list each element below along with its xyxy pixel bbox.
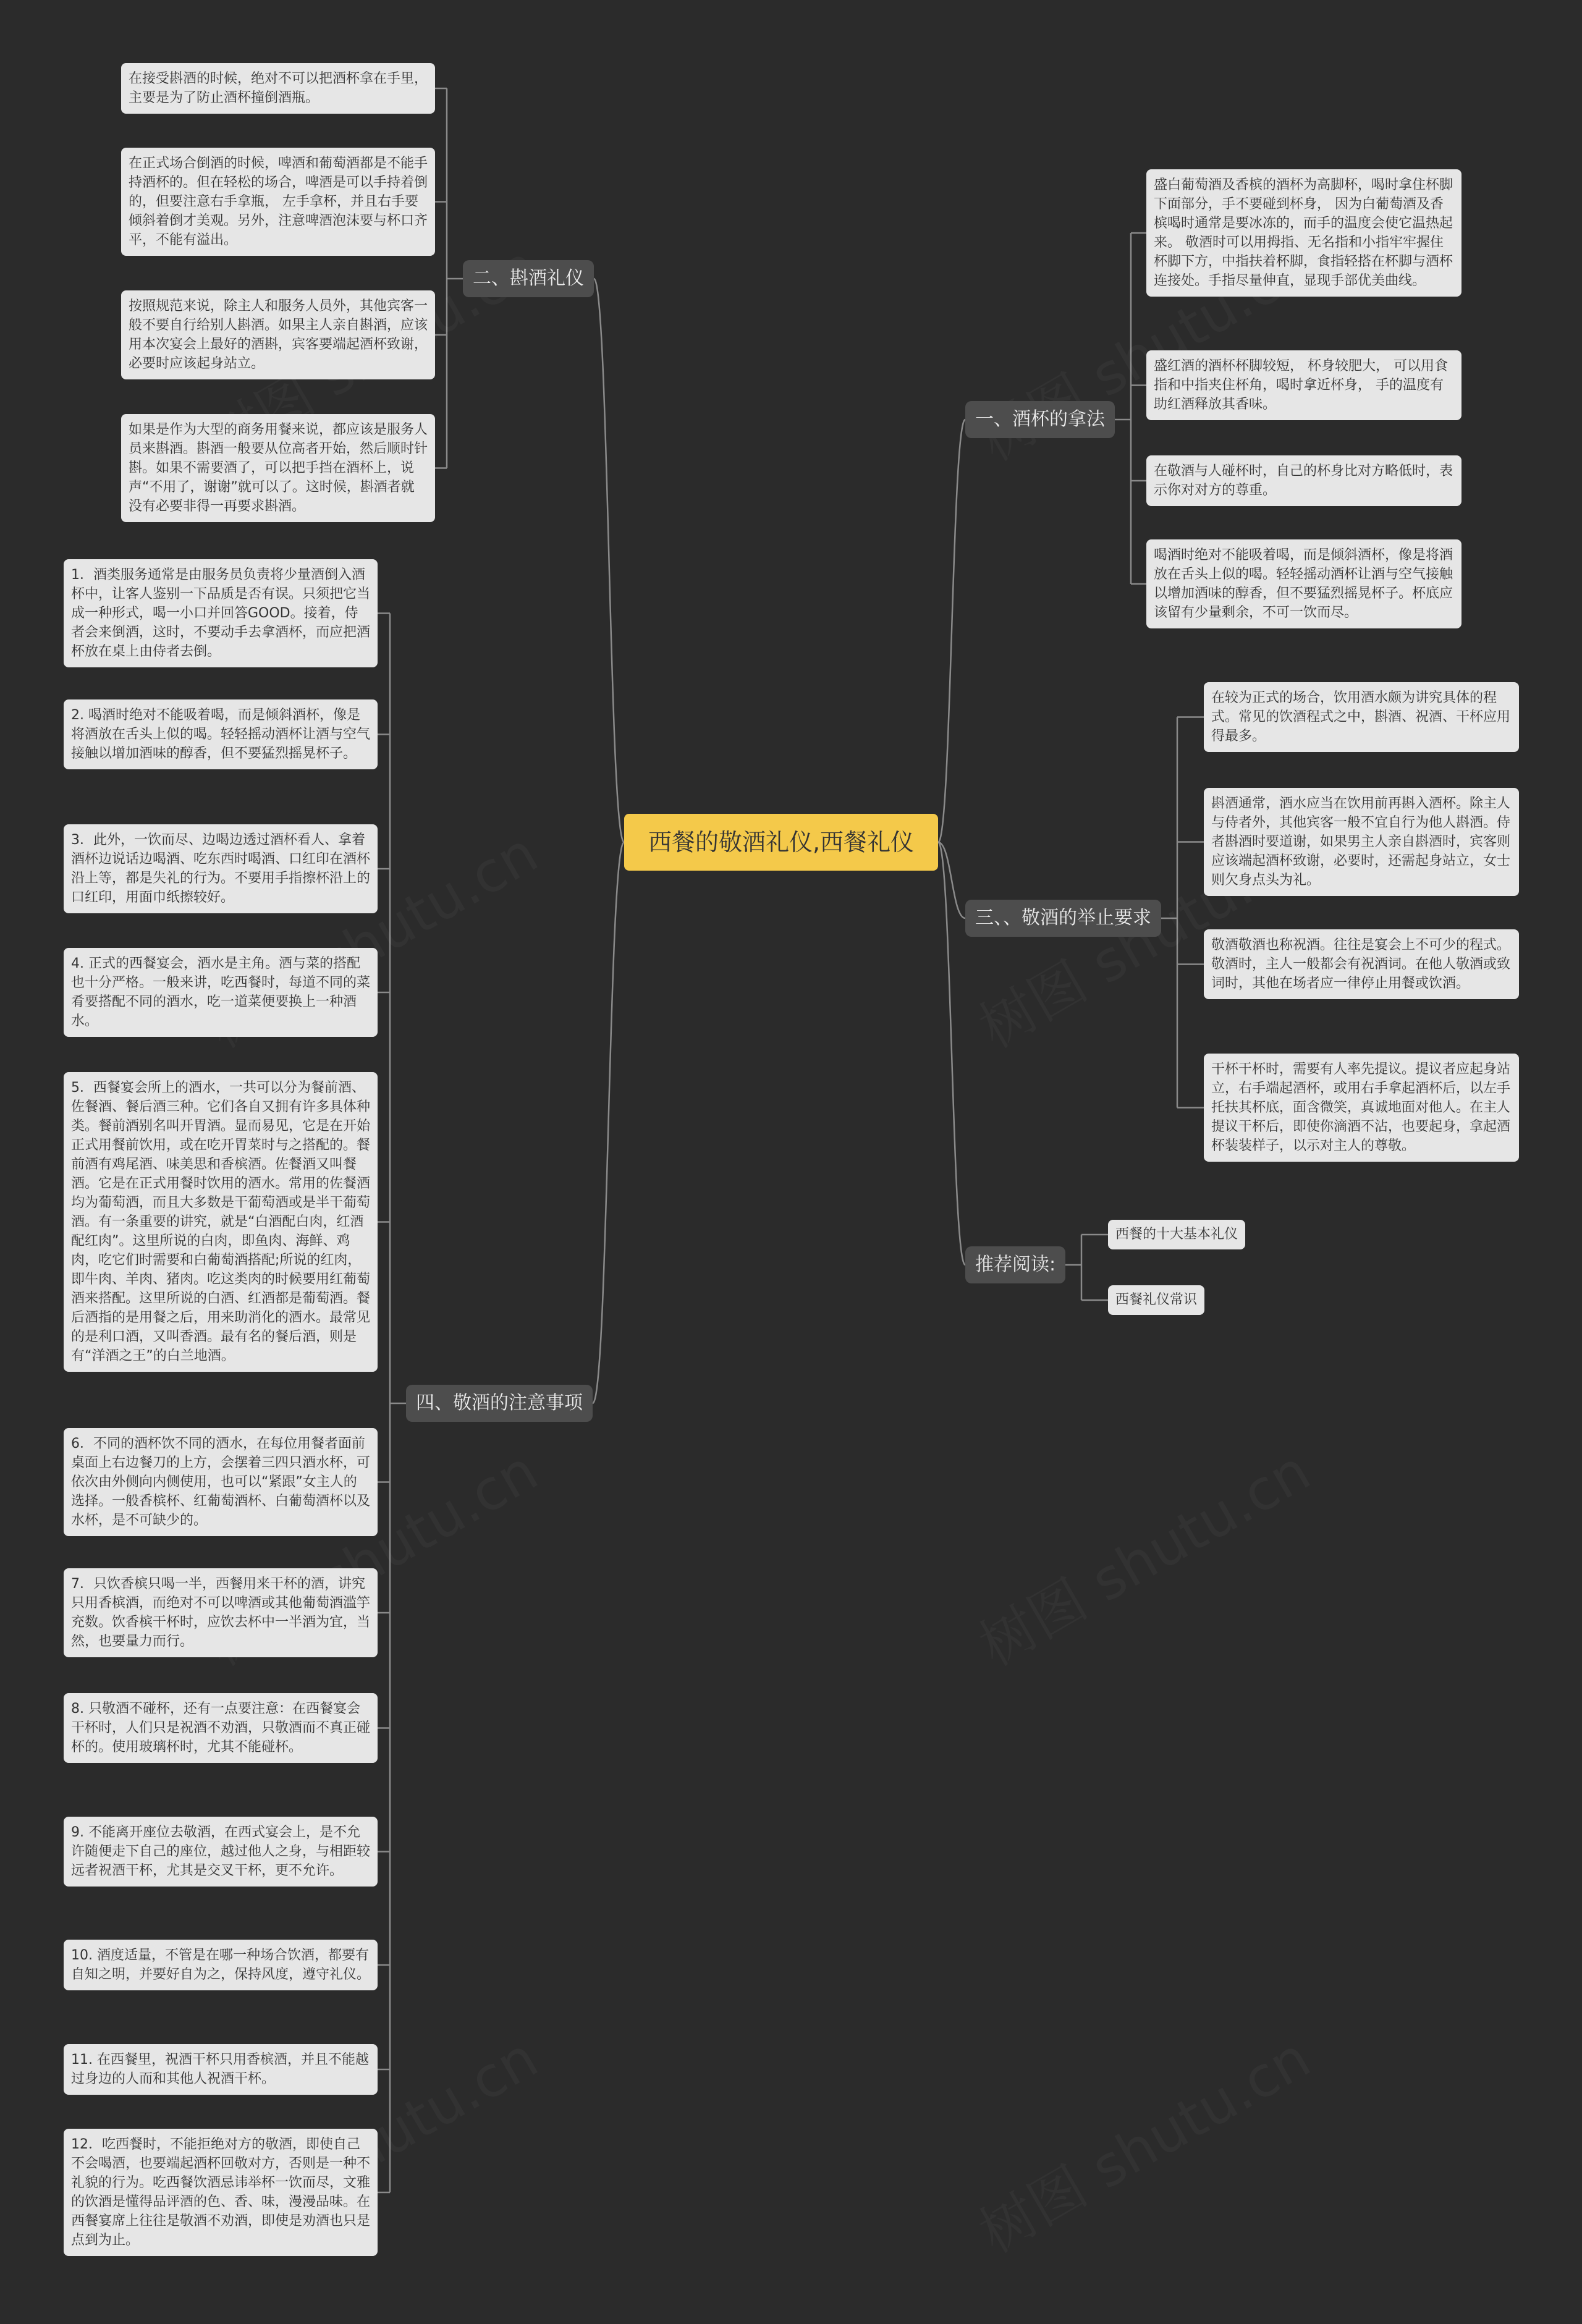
leaf-manners-2[interactable]: 斟酒通常，酒水应当在饮用前再斟入酒杯。除主人与侍者外，其他宾客一般不宜自行为他人斟酒。侍者斟酒时要道谢，如果男主人亲自斟酒时，宾客则应该端起酒杯致谢，必要时，还需起身站立，女士则欠身点头为礼。	[1204, 788, 1519, 896]
connector-line	[938, 420, 965, 842]
branch-recommended-reading[interactable]: 推荐阅读:	[965, 1246, 1065, 1283]
leaf-manners-1[interactable]: 在较为正式的场合，饮用酒水颇为讲究具体的程式。常见的饮酒程式之中，斟酒、祝酒、干杯应用得最多。	[1204, 682, 1519, 752]
leaf-notes-4[interactable]: 4. 正式的西餐宴会，酒水是主角。酒与菜的搭配也十分严格。一般来讲，吃西餐时，每道不同的菜肴要搭配不同的酒水，吃一道菜便要换上一种酒水。	[64, 948, 378, 1037]
leaf-manners-4[interactable]: 干杯干杯时，需要有人率先提议。提议者应起身站立，右手端起酒杯，或用右手拿起酒杯后，以左手托扶其杯底，面含微笑，真诚地面对他人。在主人提议干杯后，即使你滴酒不沾，也要起身，拿起酒杯装装样子，以示对主人的尊敬。	[1204, 1054, 1519, 1162]
branch-pouring-etiquette[interactable]: 二、斟酒礼仪	[463, 260, 594, 297]
leaf-reading-2[interactable]: 西餐礼仪常识	[1108, 1285, 1204, 1315]
leaf-notes-12[interactable]: 12．吃西餐时，不能拒绝对方的敬酒，即使自己不会喝酒，也要端起酒杯回敬对方，否则是一种不礼貌的行为。吃西餐饮酒忌讳举杯一饮而尽，文雅的饮酒是懂得品评酒的色、香、味，漫漫品味。在西餐宴席上往往是敬酒不劝酒，即使是劝酒也只是点到为止。	[64, 2129, 378, 2256]
leaf-notes-1[interactable]: 1．酒类服务通常是由服务员负责将少量酒倒入酒杯中，让客人鉴别一下品质是否有误。只须把它当成一种形式，喝一小口并回答GOOD。接着，侍者会来倒酒，这时，不要动手去拿酒杯，而应把酒杯放在桌上由侍者去倒。	[64, 559, 378, 667]
leaf-manners-3[interactable]: 敬酒敬酒也称祝酒。往往是宴会上不可少的程式。敬酒时，主人一般都会有祝酒词。在他人敬酒或致词时，其他在场者应一律停止用餐或饮酒。	[1204, 929, 1519, 999]
leaf-notes-2[interactable]: 2. 喝酒时绝对不能吸着喝，而是倾斜酒杯，像是将酒放在舌头上似的喝。轻轻摇动酒杯让酒与空气接触以增加酒味的醇香，但不要猛烈摇晃杯子。	[64, 699, 378, 769]
leaf-notes-11[interactable]: 11. 在西餐里，祝酒干杯只用香槟酒，并且不能越过身边的人而和其他人祝酒干杯。	[64, 2044, 378, 2095]
connector-line	[594, 279, 624, 842]
leaf-pouring-2[interactable]: 在正式场合倒酒的时候，啤酒和葡萄酒都是不能手持酒杯的。但在轻松的场合，啤酒是可以手持着倒的，但要注意右手拿瓶， 左手拿杯，并且右手要倾斜着倒才美观。另外，注意啤酒泡沫要与杯口齐平，不能有溢出。	[121, 148, 435, 256]
leaf-holding-4[interactable]: 喝酒时绝对不能吸着喝，而是倾斜酒杯，像是将酒放在舌头上似的喝。轻轻摇动酒杯让酒与空气接触以增加酒味的醇香，但不要猛烈摇晃杯子。杯底应该留有少量剩余，不可一饮而尽。	[1146, 539, 1461, 628]
leaf-notes-8[interactable]: 8. 只敬酒不碰杯，还有一点要注意：在西餐宴会干杯时，人们只是祝酒不劝酒，只敬酒而不真正碰杯的。使用玻璃杯时，尤其不能碰杯。	[64, 1693, 378, 1763]
leaf-holding-2[interactable]: 盛红酒的酒杯杯脚较短， 杯身较肥大， 可以用食指和中指夹住杯角，喝时拿近杯身， 手的温度有助红酒释放其香味。	[1146, 350, 1461, 420]
connector-line	[593, 842, 624, 1403]
leaf-notes-5[interactable]: 5．西餐宴会所上的酒水，一共可以分为餐前酒、佐餐酒、餐后酒三种。它们各自又拥有许多具体种类。餐前酒别名叫开胃酒。显而易见，它是在开始正式用餐前饮用，或在吃开胃菜时与之搭配的。餐前酒有鸡尾酒、味美思和香槟酒。佐餐酒又叫餐酒。它是在正式用餐时饮用的酒水。常用的佐餐酒均为葡萄酒，而且大多数是干葡萄酒或是半干葡萄酒。有一条重要的讲究，就是“白酒配白肉，红酒配红肉”。这里所说的白肉，即鱼肉、海鲜、鸡肉，吃它们时需要和白葡萄酒搭配;所说的红肉，即牛肉、羊肉、猪肉。吃这类肉的时候要用红葡萄酒来搭配。这里所说的白酒、红酒都是葡萄酒。餐后酒指的是用餐之后，用来助消化的酒水。最常见的是利口酒，又叫香酒。最有名的餐后酒，则是有“洋酒之王”的白兰地酒。	[64, 1072, 378, 1372]
branch-toasting-notes[interactable]: 四、敬酒的注意事项	[406, 1385, 593, 1422]
leaf-reading-1[interactable]: 西餐的十大基本礼仪	[1108, 1220, 1245, 1249]
leaf-notes-6[interactable]: 6．不同的酒杯饮不同的酒水，在每位用餐者面前桌面上右边餐刀的上方，会摆着三四只酒水杯，可依次由外侧向内侧使用，也可以“紧跟”女主人的选择。一般香槟杯、红葡萄酒杯、白葡萄酒杯以及水杯，是不可缺少的。	[64, 1428, 378, 1536]
leaf-notes-3[interactable]: 3．此外，一饮而尽、边喝边透过酒杯看人、拿着酒杯边说话边喝酒、吃东西时喝酒、口红印在酒杯沿上等，都是失礼的行为。不要用手指擦杯沿上的口红印，用面巾纸擦较好。	[64, 824, 378, 913]
leaf-pouring-3[interactable]: 按照规范来说，除主人和服务人员外，其他宾客一般不要自行给别人斟酒。如果主人亲自斟酒，应该用本次宴会上最好的酒斟，宾客要端起酒杯致谢，必要时应该起身站立。	[121, 290, 435, 379]
leaf-holding-3[interactable]: 在敬酒与人碰杯时，自己的杯身比对方略低时，表示你对对方的尊重。	[1146, 455, 1461, 506]
leaf-notes-7[interactable]: 7．只饮香槟只喝一半，西餐用来干杯的酒，讲究只用香槟酒，而绝对不可以啤酒或其他葡萄酒滥竽充数。饮香槟干杯时，应饮去杯中一半酒为宜，当然，也要量力而行。	[64, 1568, 378, 1657]
branch-holding-wine-glass[interactable]: 一、酒杯的拿法	[965, 401, 1115, 438]
branch-toasting-manners[interactable]: 三、、敬酒的举止要求	[965, 900, 1161, 937]
leaf-pouring-1[interactable]: 在接受斟酒的时候，绝对不可以把酒杯拿在手里，主要是为了防止酒杯撞倒酒瓶。	[121, 63, 435, 114]
connector-line	[938, 842, 965, 1265]
leaf-holding-1[interactable]: 盛白葡萄酒及香槟的酒杯为高脚杯，喝时拿住杯脚下面部分，手不要碰到杯身， 因为白葡萄酒及香槟喝时通常是要冰冻的，而手的温度会使它温热起来。 敬酒时可以用拇指、无名指和小指牢牢握住杯脚下方，中指扶着杯脚，食指轻搭在杯脚与酒杯连接处。手指尽量伸直，显现手部优美曲线。	[1146, 169, 1461, 297]
central-topic[interactable]: 西餐的敬酒礼仪,西餐礼仪	[624, 814, 938, 871]
leaf-notes-9[interactable]: 9. 不能离开座位去敬酒，在西式宴会上，是不允许随便走下自己的座位，越过他人之身，与相距较远者祝酒干杯，尤其是交叉干杯，更不允许。	[64, 1817, 378, 1887]
leaf-pouring-4[interactable]: 如果是作为大型的商务用餐来说，都应该是服务人员来斟酒。斟酒一般要从位高者开始，然后顺时针斟。如果不需要酒了，可以把手挡在酒杯上，说声“不用了，谢谢”就可以了。这时候，斟酒者就没有必要非得一再要求斟酒。	[121, 414, 435, 522]
leaf-notes-10[interactable]: 10. 酒度适量，不管是在哪一种场合饮酒，都要有自知之明，并要好自为之，保持风度，遵守礼仪。	[64, 1940, 378, 1990]
